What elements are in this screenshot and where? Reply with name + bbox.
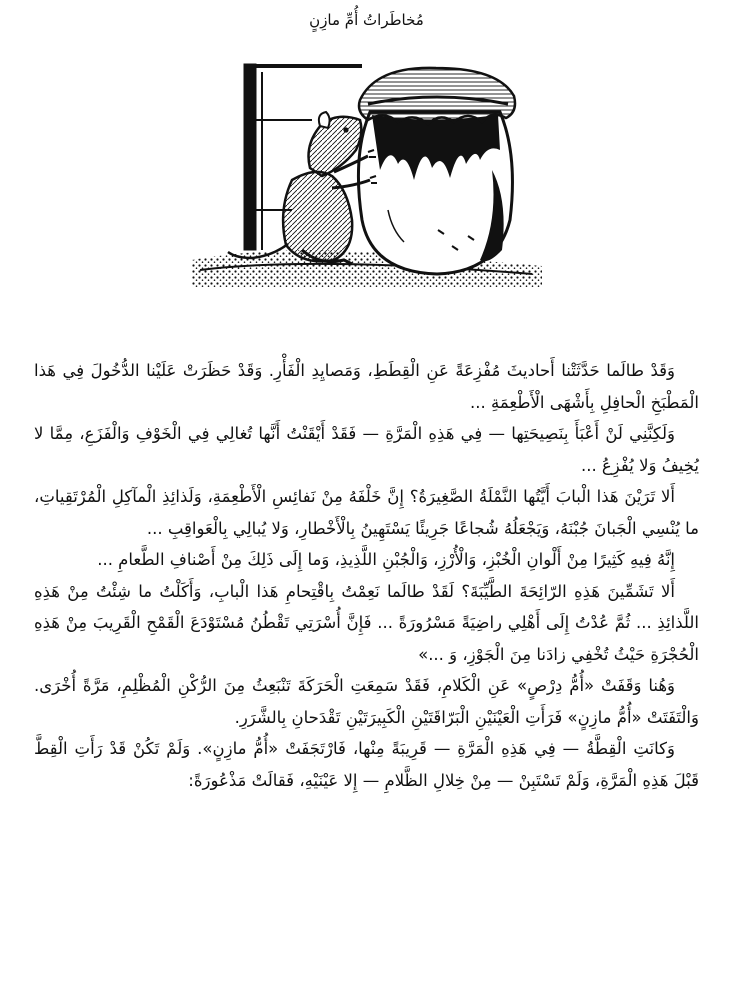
paragraph: إِنَّهُ فِيهِ كَثِيرًا مِنْ أَلْوانِ الْخُبْزِ، وَالْأُرْزِ، وَالْجُبْنِ اللَّذِيذِ، وَما إِلَى ذَلِكَ مِنْ أَصْنافِ الطَّعامِ ... <box>97 550 675 569</box>
jar <box>358 112 512 274</box>
story-text <box>34 355 699 796</box>
page-title: مُخاطَراتُ أُمِّ مازِنٍ <box>309 11 424 29</box>
mouse-at-jar-drawing-icon <box>192 60 542 288</box>
paragraph: وَهُنا وَقَفَتْ «أُمُّ دِرْصٍ» عَنِ الْكَلامِ، فَقَدْ سَمِعَتِ الْحَرَكَةَ تَنْبَعِثُ مِنَ الرُّكْنِ الْمُظْلِمِ، مَرَّةً أُخْرَى. وَالْتَفَتَتْ «أُمُّ مازِنٍ» فَرَأَتِ الْعَيْنَيْنِ الْبَرّاقَتَيْنِ الْكَبِيرَتَيْنِ تَقْدَحانِ بِالشَّرَرِ. <box>34 676 699 727</box>
paragraph: أَلا تَشَمِّينَ هَذِهِ الرّائِحَةَ الطَّيِّبَةَ؟ لَقَدْ طالَما نَعِمْتُ بِاقْتِحامِ هَذا الْبابِ، وَأَكَلْتُ ما شِئْتُ مِنْ هَذِهِ اللَّذائِذِ ... ثُمَّ عُدْتُ إِلَى أَهْلِي راضِيَةً مَسْرُورَةً ... فَإِنَّ أُسْرَتِي تَقْطُنُ مُسْتَوْدَعَ الْقَمْحِ الْقَرِيبَ مِنْ هَذِهِ الْحُجْرَةِ حَيْثُ تُخْفِي زادَنا مِنَ الْجَوْزِ، وَ ...» <box>34 581 699 664</box>
jar-cloth <box>359 68 515 124</box>
paragraph: وَقَدْ طالَما حَدَّثَتْنا أَحاديثَ مُفْزِعَةً عَنِ الْقِطَطِ، وَمَصايِدِ الْفَأْرِ. وَقَدْ حَظَرَتْ عَلَيْنا الدُّخُولَ فِي هَذا الْمَطْبَخِ الْحافِلِ بِأَشْهَى الْأَطْعِمَةِ ... <box>34 361 699 412</box>
paragraph: أَلا تَرَيْنَ هَذا الْبابَ أَيَّتُها النَّمْلَةُ الصَّغِيرَةُ؟ إِنَّ خَلْفَهُ مِنْ نَفائِسِ الْأَطْعِمَةِ، وَلَذائِذِ الْمآكِلِ الْمُرْتَقِياتِ، ما يُنْسِي الْجَبانَ جُبْنَهُ، وَيَجْعَلُهُ شُجاعًا جَرِيئًا يَسْتَهِينُ بِالْأَخْطارِ، وَلا يُبالِي بِالْعَواقِبِ ... <box>34 487 699 538</box>
paragraph: وَلَكِنَّنِي لَنْ أَعْبَأَ بِنَصِيحَتِها — فِي هَذِهِ الْمَرَّةِ — فَقَدْ أَيْقَنْتُ أَنَّها تُغالِي فِي الْخَوْفِ وَالْفَزَعِ، مِمَّا لا يُخِيفُ وَلا يُفْزِعُ ... <box>34 424 699 475</box>
paragraph: وَكانَتِ الْقِطَّةُ — فِي هَذِهِ الْمَرَّةِ — قَرِيبَةً مِنْها، فَارْتَجَفَتْ «أُمُّ مازِنٍ». وَلَمْ تَكُنْ قَدْ رَأَتِ الْقِطَّ قَبْلَ هَذِهِ الْمَرَّةِ، وَلَمْ تَسْتَبِنْ — مِنْ خِلالِ الظَّلامِ — إِلا عَيْنَيْهِ، فَقالَتْ مَذْعُورَةً: <box>34 739 699 790</box>
